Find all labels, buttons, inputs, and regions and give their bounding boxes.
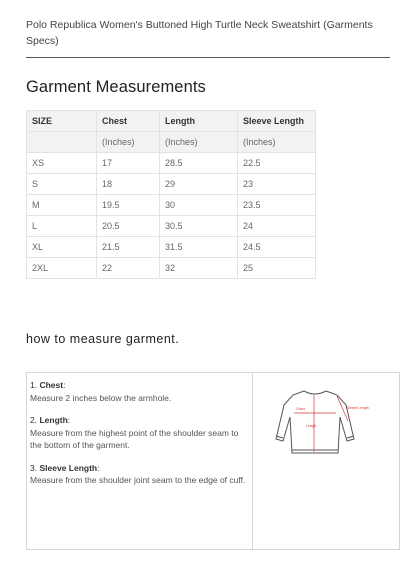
sleeve-length-cell: 24.5 xyxy=(238,237,316,258)
table-row xyxy=(27,195,316,216)
chest-cell: 19.5 xyxy=(97,195,160,216)
page-title: Polo Republica Women's Buttoned High Turtle Neck Sweatshirt (Garments Specs) xyxy=(26,19,373,47)
table-row xyxy=(27,237,316,258)
step-suffix: : xyxy=(97,462,100,473)
step-number: 3. xyxy=(30,462,38,473)
chest-cell: 18 xyxy=(97,174,160,195)
size-cell: 2XL xyxy=(27,258,97,279)
title-divider xyxy=(26,57,390,58)
size-cell: S xyxy=(27,174,97,195)
length-cell: 32 xyxy=(160,258,238,279)
step-title xyxy=(30,379,248,392)
step-description: Measure from the highest point of the shoulder seam to the bottom of the garment. xyxy=(30,427,239,450)
sleeve-length-cell: 24 xyxy=(238,216,316,237)
measurements-heading: Garment Measurements xyxy=(26,78,206,96)
step-title xyxy=(30,414,248,427)
sweatshirt-measurement-diagram xyxy=(268,383,369,461)
step-title-text: Chest xyxy=(39,380,64,390)
step-suffix: : xyxy=(67,415,71,425)
step-number: 1. xyxy=(30,380,38,390)
how-to-measure-panel xyxy=(26,372,400,550)
length-cell: 28.5 xyxy=(160,153,238,174)
length-cell: 31.5 xyxy=(160,237,238,258)
size-chart-table xyxy=(26,110,316,279)
length-cell: 29 xyxy=(160,174,238,195)
step-description: Measure 2 inches below the armhole. xyxy=(30,392,172,403)
chest-cell: 22 xyxy=(97,258,160,279)
column-header-length: Length xyxy=(160,111,238,132)
sleeve-length-cell: 23.5 xyxy=(238,195,316,216)
unit-cell-chest: (Inches) xyxy=(97,132,160,153)
chest-diagram-label: Chest xyxy=(296,407,305,411)
chest-cell: 21.5 xyxy=(97,237,160,258)
unit-cell-length: (Inches) xyxy=(160,132,238,153)
length-cell: 30.5 xyxy=(160,216,238,237)
step-suffix: : xyxy=(63,380,66,390)
step-sleeve-length xyxy=(30,462,248,487)
how-to-measure-heading: how to measure garment. xyxy=(26,332,180,346)
sleeve-diagram-label: Sleeve Length xyxy=(347,406,369,410)
step-title-text: Sleeve Length xyxy=(39,462,98,473)
measure-steps xyxy=(30,379,248,497)
step-title xyxy=(30,462,248,475)
column-header-size: SIZE xyxy=(27,111,97,132)
step-chest xyxy=(30,379,248,404)
sleeve-length-cell: 22.5 xyxy=(238,153,316,174)
length-cell: 30 xyxy=(160,195,238,216)
table-row xyxy=(27,153,316,174)
panel-divider xyxy=(252,373,253,549)
unit-cell-sleeve-length: (Inches) xyxy=(238,132,316,153)
step-title-text: Length xyxy=(39,415,68,425)
step-number: 2. xyxy=(30,415,38,425)
length-diagram-label: Length xyxy=(306,424,317,428)
sweatshirt-outline xyxy=(276,391,354,453)
chest-cell: 20.5 xyxy=(97,216,160,237)
sleeve-length-cell: 25 xyxy=(238,258,316,279)
chest-cell: 17 xyxy=(97,153,160,174)
column-header-sleeve-length: Sleeve Length xyxy=(238,111,316,132)
size-cell: XS xyxy=(27,153,97,174)
column-header-chest: Chest xyxy=(97,111,160,132)
size-cell: XL xyxy=(27,237,97,258)
table-header-row xyxy=(27,111,316,132)
size-cell: L xyxy=(27,216,97,237)
step-description: Measure from the shoulder joint seam to the edge of cuff. xyxy=(30,475,246,485)
table-row xyxy=(27,258,316,279)
step-length xyxy=(30,414,248,452)
size-cell: M xyxy=(27,195,97,216)
unit-cell-size xyxy=(27,132,97,153)
table-row xyxy=(27,216,316,237)
table-units-row xyxy=(27,132,316,153)
sleeve-length-cell: 23 xyxy=(238,174,316,195)
table-row xyxy=(27,174,316,195)
